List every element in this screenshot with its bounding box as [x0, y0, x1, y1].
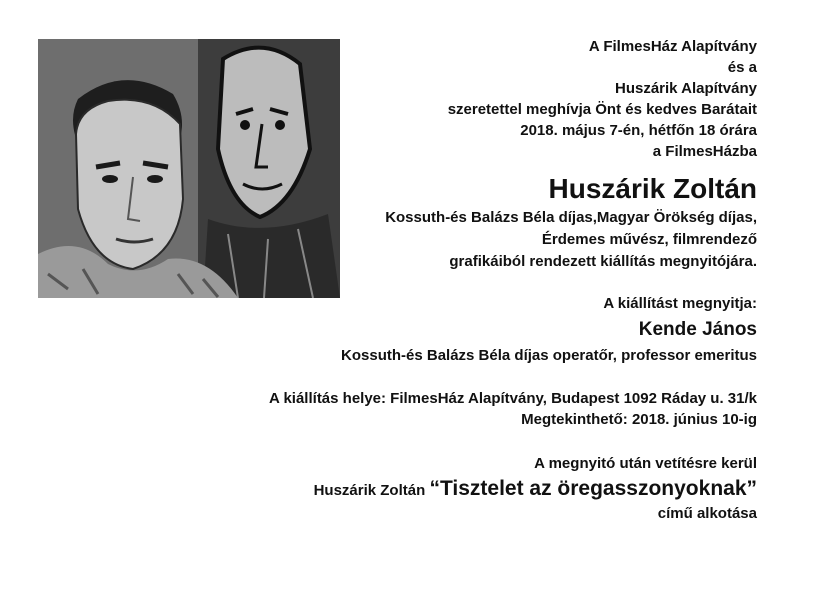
opener-desc: Kossuth-és Balázs Béla díjas operatőr, professor emeritus [341, 347, 757, 364]
screening-intro: A megnyitó után vetítésre kerül [534, 455, 757, 472]
venue-short-line: a FilmesHázba [652, 143, 757, 160]
host-line-2: és a [727, 59, 757, 76]
screening-film-line [313, 477, 757, 500]
screening-film-title: “Tisztelet az öregasszonyoknak” [429, 477, 757, 500]
opener-intro: A kiállítást megnyitja: [603, 295, 757, 312]
screening-director: Huszárik Zoltán [313, 482, 426, 499]
date-line: 2018. május 7-én, hétfőn 18 órára [520, 122, 757, 139]
opener-name: Kende János [638, 319, 757, 340]
host-line-3: Huszárik Alapítvány [615, 80, 757, 97]
artist-name: Huszárik Zoltán [548, 173, 757, 204]
exhibit-line: grafikáiból rendezett kiállítás megnyitójára. [449, 253, 757, 270]
screening-suffix: című alkotása [657, 505, 757, 522]
invite-line: szeretettel meghívja Önt és kedves Barátait [447, 101, 757, 118]
invitation-text-block [157, 0, 757, 595]
artist-awards: Kossuth-és Balázs Béla díjas,Magyar Örökség díjas, [385, 209, 757, 226]
host-line-1: A FilmesHáz Alapítvány [588, 38, 757, 55]
artist-titles: Érdemes művész, filmrendező [541, 231, 757, 248]
venue-location: A kiállítás helye: FilmesHáz Alapítvány, Budapest 1092 Ráday u. 31/k [269, 390, 757, 407]
venue-until: Megtekinthető: 2018. június 10-ig [521, 411, 757, 428]
